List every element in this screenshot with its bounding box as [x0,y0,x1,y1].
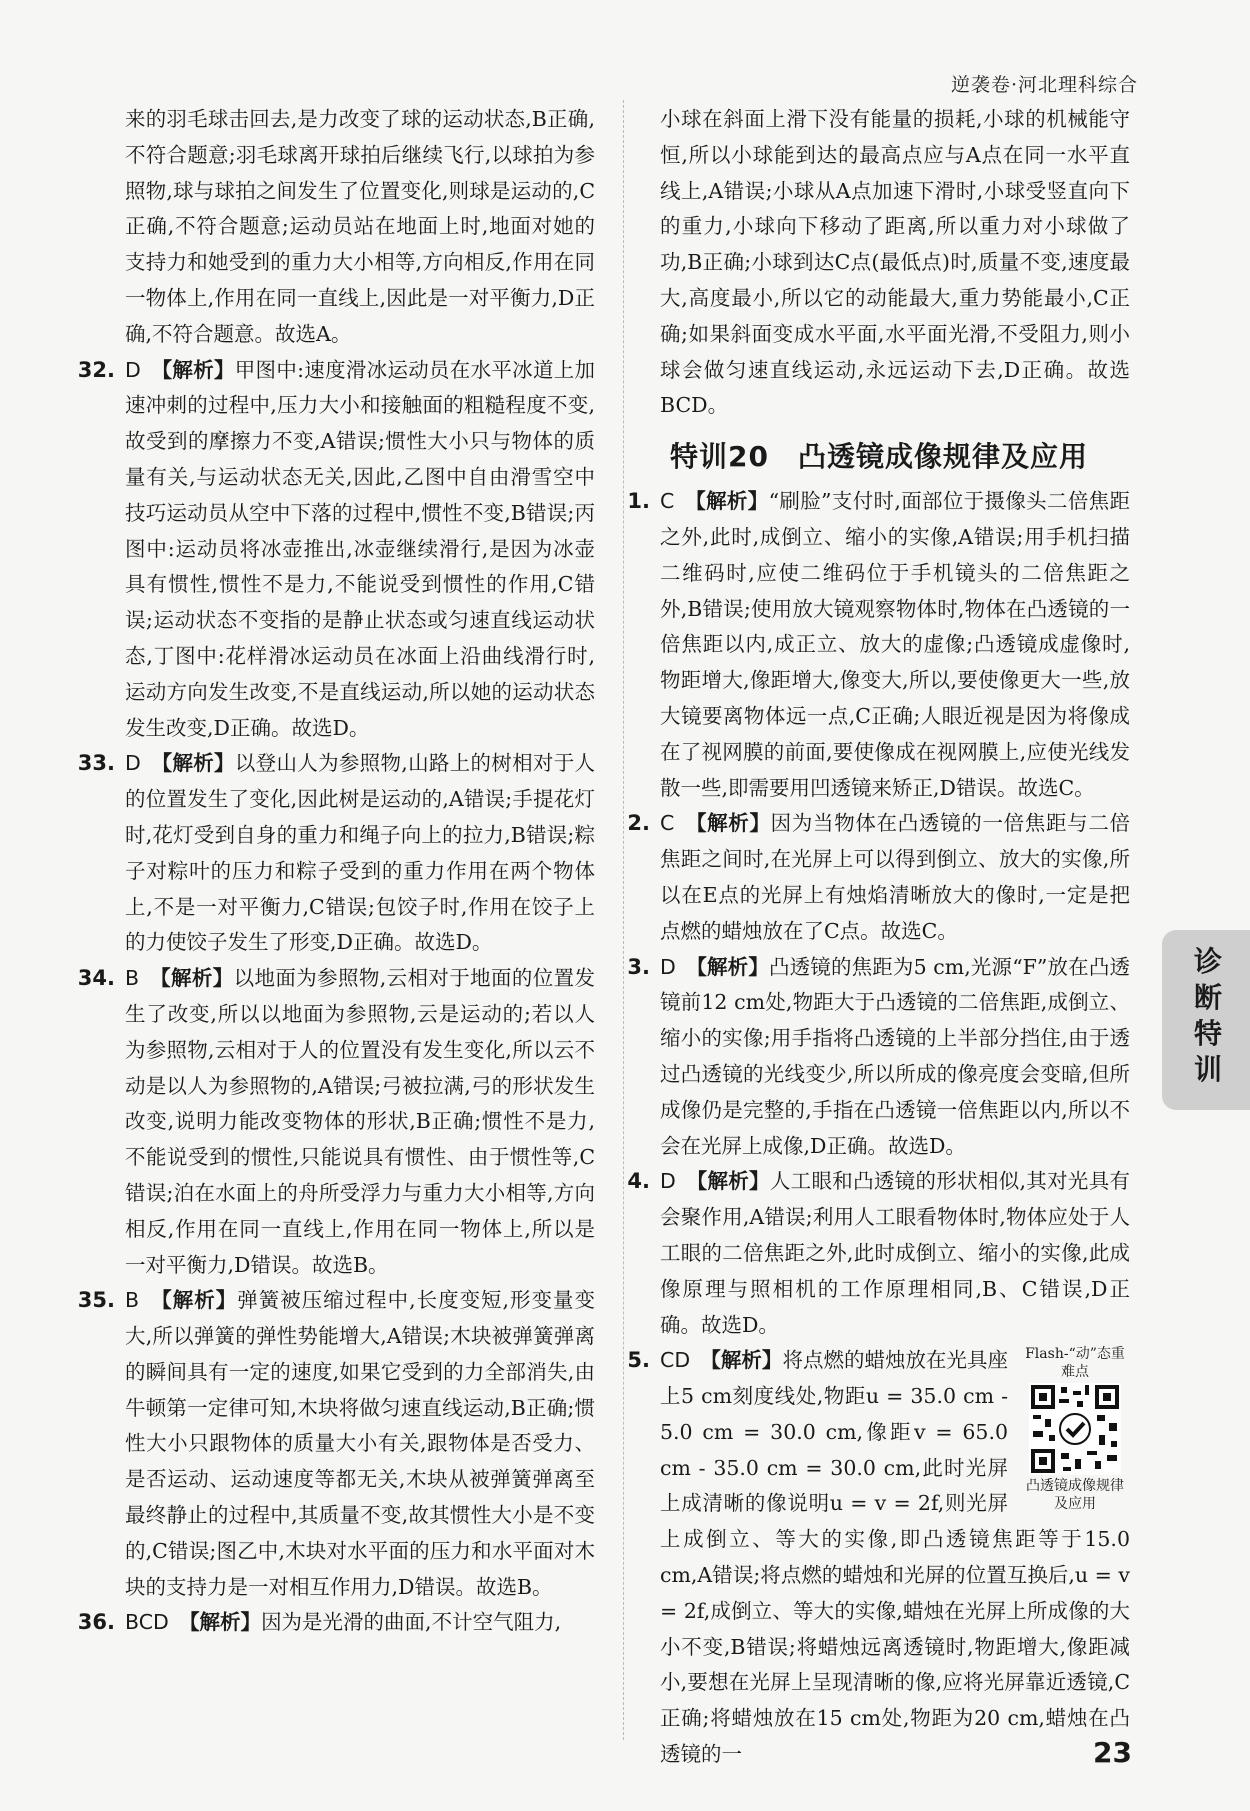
analysis-tag: 【解析】 [710,1348,783,1373]
question-5 [627,1343,1130,1773]
analysis-tag: 【解析】 [696,954,769,979]
analysis-text: 凸透镜的焦距为5 cm,光源“F”放在凸透镜前12 cm处,物距大于凸透镜的二倍焦距,成倒立、缩小的实像;用手指将凸透镜的上半部分挡住,由于透过凸透镜的光线变少,所以所成的像亮度会变暗,但所成像仍是完整的,手指在凸透镜一倍焦距以内,所以不会在光屏上成像,D正确。故选D。 [660,954,1130,1158]
analysis-tag: 【解析】 [161,1288,238,1313]
analysis-text: 以地面为参照物,云相对于地面的位置发生了改变,所以以地面为参照物,云是运动的;若以人为参照物,云相对于人的位置没有发生变化,所以云不动是以人为参照物的,A错误;弓被拉满,弓的形状发生改变,说明力能改变物体的形状,B正确;惯性不是力,不能说受到的惯性,只能说具有惯性、由于惯性等,C错误;泊在水面上的舟所受浮力与重力大小相等,方向相反,作用在同一直线上,作用在同一物体上,所以是一对平衡力,D错误。故选B。 [125,966,596,1277]
analysis-text: 将点燃的蜡烛放在光具座上5 cm刻度线处,物距u = 35.0 cm - 5.0 cm = 30.0 cm,像距v = 65.0 cm - 35.0 cm = 30.0 cm,此时光屏上成清晰的像说明u = v = 2f,则光屏上成倒立、等大的实像,即凸透镜焦距等于15.0 cm,A错误;将点燃的蜡烛和光屏的位置互换后,u = v = 2f,成倒立、等大的实像,蜡烛在光屏上所成像的大小不变,B错误;将蜡烛远离透镜时,物距增大,像距减小,要想在光屏上呈现清晰的像,应将光屏靠近透镜,C正确;将蜡烛放在15 cm处,物距为20 cm,蜡烛在凸透镜的一 [660,1348,1130,1767]
answer: BCD [125,1610,169,1635]
question-32 [77,353,596,747]
analysis-text: 甲图中:速度滑冰运动员在水平冰道上加速冲刺的过程中,压力大小和接触面的粗糙程度不变,故受到的摩擦力不变,A错误;惯性大小只与物体的质量有关,与运动状态无关,因此,乙图中自由滑雪空中技巧运动员从空中下落的过程中,惯性不变,B错误;丙图中:运动员将冰壶推出,冰壶继续滑行,是因为冰壶具有惯性,惯性不是力,不能说受到惯性的作用,C错误;运动状态不变指的是静止状态或匀速直线运动状态,丁图中:花样滑冰运动员在冰面上沿曲线滑行时,运动方向发生改变,不是直线运动,所以她的运动状态发生改变,D正确。故选D。 [125,357,596,740]
left-column [77,102,596,1641]
question-number: 33. [77,751,115,776]
running-header: 逆袭卷·河北理科综合 [950,74,1138,96]
answer: D [660,1169,676,1194]
question-1 [627,484,1131,806]
analysis-tag: 【解析】 [696,811,771,836]
analysis-tag: 【解析】 [160,966,234,991]
continued-paragraph: 来的羽毛球击回去,是力改变了球的运动状态,B正确,不符合题意;羽毛球离开球拍后继续飞行,以球拍为参照物,球与球拍之间发生了位置变化,则球是运动的,C正确,不符合题意;运动员站在地面上时,地面对她的支持力和她受到的重力大小相等,方向相反,作用在同一物体上,作用在同一直线上,因此是一对平衡力,D正确,不符合题意。故选A。 [125,107,595,346]
question-3 [627,950,1130,1165]
answer: CD [660,1348,691,1373]
question-35 [77,1283,595,1605]
answer: D [660,954,676,979]
question-36 [77,1605,595,1641]
qr-pattern-icon [1029,1383,1121,1475]
analysis-text: 因为当物体在凸透镜的一倍焦距与二倍焦距之间时,在光屏上可以得到倒立、放大的实像,所以在E点的光屏上有烛焰清晰放大的像时,一定是把点燃的蜡烛放在了C点。故选C。 [660,811,1131,943]
section-title: 特训20 凸透镜成像规律及应用 [670,440,1088,474]
analysis-tag: 【解析】 [161,357,235,382]
answer: B [125,966,140,991]
analysis-text: “刷脸”支付时,面部位于摄像头二倍焦距之外,此时,成倒立、缩小的实像,A错误;用手机扫描二维码时,应使二维码位于手机镜头的二倍焦距之外,B错误;使用放大镜观察物体时,物体在凸透镜的一倍焦距以内,成正立、放大的虚像;凸透镜成虚像时,物距增大,像距增大,像变大,所以,要使像更大一些,放大镜要离物体远一点,C正确;人眼近视是因为将像成在了视网膜的前面,要使像成在视网膜上,应使光线发散一些,即需要用凹透镜来矫正,D错误。故选C。 [660,489,1131,800]
page-number: 23 [1093,1736,1132,1769]
answer: D [125,751,141,776]
qr-code-image[interactable] [1029,1383,1121,1475]
question-number: 1. [627,489,650,514]
analysis-text: 因为是光滑的曲面,不计空气阻力, [261,1610,562,1635]
analysis-text: 人工眼和凸透镜的形状相似,其对光具有会聚作用,A错误;利用人工眼看物体时,物体应处于人工眼的二倍焦距之外,此时成倒立、缩小的实像,此成像原理与照相机的工作原理相同,B、C错误,D正确。故选D。 [660,1169,1131,1337]
question-number: 32. [77,357,115,382]
answer: D [125,357,141,382]
analysis-tag: 【解析】 [161,751,235,776]
question-4 [627,1164,1131,1343]
analysis-tag: 【解析】 [696,1169,770,1194]
side-tab [1162,930,1250,1110]
analysis-tag: 【解析】 [189,1610,262,1635]
qr-caption-top: Flash-“动”态重难点 [1025,1346,1125,1381]
right-column [627,102,1131,1773]
question-number: 4. [627,1169,650,1194]
question-33 [77,746,596,961]
question-2 [627,806,1131,949]
question-number: 5. [627,1348,650,1373]
question-number: 34. [77,966,115,991]
side-tab-label: 诊断特训 [1193,945,1222,1086]
continued-paragraph: 小球在斜面上滑下没有能量的损耗,小球的机械能守恒,所以小球能到达的最高点应与A点在同一水平直线上,A错误;小球从A点加速下滑时,小球受竖直向下的重力,小球向下移动了距离,所以重力对小球做了功,B正确;小球到达C点(最低点)时,质量不变,速度最大,高度最小,所以它的动能最大,重力势能最小,C正确;如果斜面变成水平面,水平面光滑,不受阻力,则小球会做匀速直线运动,永远运动下去,D正确。故选BCD。 [660,107,1130,418]
question-number: 2. [627,811,650,836]
question-number: 35. [77,1288,115,1313]
qr-caption-bottom: 凸透镜成像规律及应用 [1026,1478,1124,1513]
answer: B [125,1288,140,1313]
question-number: 36. [77,1610,115,1635]
answer: C [660,489,675,514]
analysis-tag: 【解析】 [695,489,769,514]
question-number: 3. [627,954,650,979]
answer: C [660,811,675,836]
question-34 [77,961,596,1283]
analysis-text: 以登山人为参照物,山路上的树相对于人的位置发生了变化,因此树是运动的,A错误;手提花灯时,花灯受到自身的重力和绳子向上的拉力,B错误;粽子对粽叶的压力和粽子受到的重力作用在两个物体上,不是一对平衡力,C错误;包饺子时,作用在饺子上的力使饺子发生了形变,D正确。故选D。 [125,751,596,955]
column-divider [623,100,625,1740]
analysis-text: 弹簧被压缩过程中,长度变短,形变量变大,所以弹簧的弹性势能增大,A错误;木块被弹簧弹离的瞬间具有一定的速度,如果它受到的力全部消失,由牛顿第一定律可知,木块将做匀速直线运动,B正确;惯性大小只跟物体的质量大小有关,跟物体是否受力、是否运动、运动速度等都无关,木块从被弹簧弹离至最终静止的过程中,其质量不变,故其惯性大小是不变的,C错误;图乙中,木块对水平面的压力和水平面对木块的支持力是一对相互作用力,D错误。故选B。 [125,1288,595,1599]
qr-code-block[interactable] [1020,1345,1130,1513]
